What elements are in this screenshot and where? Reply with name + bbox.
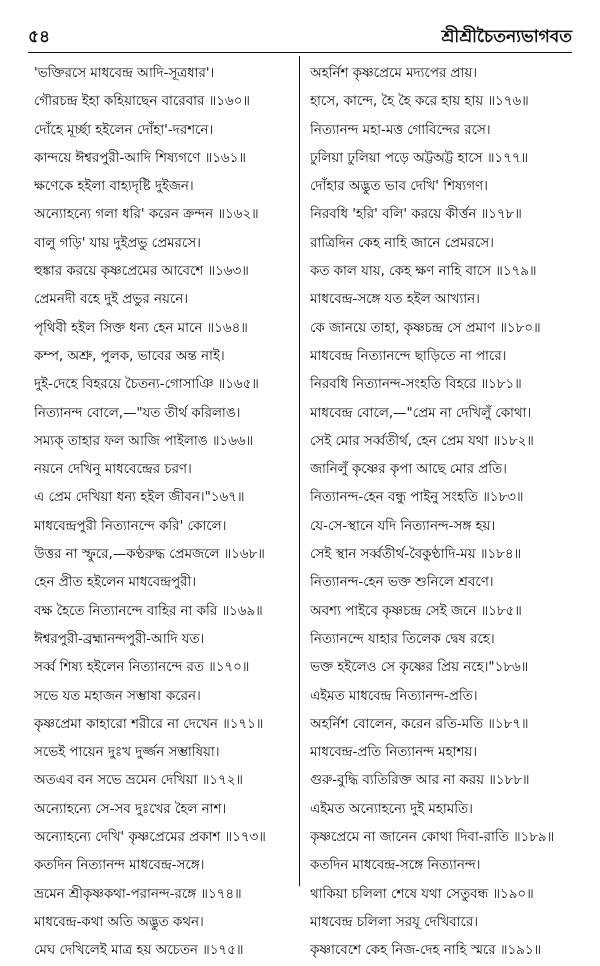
verse-line: কম্প, অশ্রু, পুলক, ভাবের অন্ত নাই।	[34, 348, 225, 364]
verse-line: নিত্যানন্দ-হেন ভক্ত শুনিলে শ্রবণে।	[310, 575, 494, 591]
column-divider	[299, 56, 300, 886]
verse-line: ক্ষণেকে হইলা বাহ্যদৃষ্টি দুইজন।	[34, 179, 194, 195]
verse-line: সম্যক্ তাহার ফল আজি পাইলাঙ ॥১৬৬॥	[34, 433, 254, 449]
verse-line: অতএব বন সভে ভ্রমেন দেখিয়া ॥১৭২॥	[34, 773, 243, 789]
verse-line: বালু গড়ি' যায় দুইপ্রভু প্রেমরসে।	[34, 235, 201, 251]
header-rule	[28, 52, 572, 53]
verse-line: সেই মোর সর্ব্বতীর্থ, হেন প্রেম যথা ॥১৮২॥	[310, 433, 534, 449]
verse-line: কৃষ্ণপ্রেমা কাহারো শরীরে না দেখেন ॥১৭১॥	[34, 716, 264, 732]
verse-line: কৃষ্ণপ্রেমে না জানেন কোথা দিবা-রাতি ॥১৮৯॥	[310, 830, 555, 846]
verse-line: বক্ষ হৈতে নিত্যানন্দে বাহির না করি ॥১৬৯॥	[34, 603, 263, 619]
verse-line: নয়নে দেখিনু মাধবেন্দ্রের চরণ।	[34, 462, 192, 478]
verse-line: 'ভক্তিরসে মাধবেন্দ্র আদি-সূত্রধার'।	[34, 66, 215, 81]
verse-line: এইমত মাধবেন্দ্র নিত্যানন্দ-প্রতি।	[310, 688, 478, 704]
verse-line: মাধবেন্দ্র বোলে,—"প্রেম না দেখিলুঁ কোথা।	[310, 405, 532, 421]
verse-line: নিত্যানন্দ বোলে,—"যত তীর্থ করিলাঙ।	[34, 405, 241, 421]
verse-line: অন্যোহন্যে গলা ধরি' করেন ক্রন্দন ॥১৬২॥	[34, 207, 259, 223]
verse-line: অন্যোহন্যে সে-সব দুঃখের হৈল নাশ।	[34, 801, 227, 817]
verse-line: উত্তর না স্ফুরে,—কণ্ঠরুদ্ধ প্রেমজলে ॥১৬৮॥	[34, 547, 265, 563]
verse-line: কান্দয়ে ঈশ্বরপুরী-আদি শিষ্যগণে ॥১৬১॥	[34, 150, 246, 166]
verse-line: কতদিন মাধবেন্দ্র-সঙ্গে নিত্যানন্দ।	[310, 858, 481, 874]
verse-line: মাধবেন্দ্র নিত্যানন্দে ছাড়িতে না পারে।	[310, 348, 507, 364]
verse-line: সভে যত মহাজন সম্ভাষা করেন।	[34, 688, 201, 704]
verse-line: মাধবেন্দ্র-কথা অতি অদ্ভুত কথন।	[34, 914, 204, 930]
verse-line: মাধবেন্দ্র-সঙ্গে যত হইল আখ্যান।	[310, 292, 480, 308]
verse-line: ঢুলিয়া ঢুলিয়া পড়ে অট্টঅট্ট হাসে ॥১৭৭॥	[310, 150, 529, 166]
page-number: ৫৪	[28, 27, 51, 47]
verse-line: সর্ব্ব শিষ্য হইলেন নিত্যানন্দে রত ॥১৭০॥	[34, 660, 250, 676]
verse-line: হাসে, কান্দে, হৈ হৈ করে হায় হায় ॥১৭৬॥	[310, 94, 529, 110]
verse-line: কে জানয়ে তাহা, কৃষ্ণচন্দ্র সে প্রমাণ ॥১৮০॥	[310, 320, 541, 336]
verse-line: মাধবেন্দ্র-প্রতি নিত্যানন্দ মহাশয়।	[310, 745, 478, 761]
verse-line: থাকিয়া চলিলা শেষে যথা সেতুবন্ধ ॥১৯০॥	[310, 886, 534, 902]
verse-line: কৃষ্ণাবেশে কেহ নিজ-দেহ নাহি স্মরে ॥১৯১॥	[310, 943, 542, 959]
verse-line: এইমত অন্যোহন্যে দুই মহামতি।	[310, 801, 473, 817]
verse-line: গৌরচন্দ্র ইহা কহিয়াছেন বারেবার ॥১৬০॥	[34, 94, 250, 110]
verse-line: হেন প্রীত হইলেন মাধবেন্দ্রপুরী।	[34, 575, 197, 591]
verse-line: কতদিন নিত্যানন্দ মাধবেন্দ্র-সঙ্গে।	[34, 858, 205, 874]
verse-line: মাধবেন্দ্র চলিলা সরযূ দেখিবারে।	[310, 914, 479, 930]
verse-line: প্রেমনদী বহে দুই প্রভুর নয়নে।	[34, 292, 188, 308]
verse-line: রাত্রিদিন কেহ নাহি জানে প্রেমরসে।	[310, 235, 494, 251]
verse-line: মেঘ দেখিলেই মাত্র হয় অচেতন ॥১৭৫॥	[34, 943, 244, 959]
verse-column-right	[310, 60, 572, 966]
verse-line: হুঙ্কার করয়ে কৃষ্ণপ্রেমের আবেশে ॥১৬৩॥	[34, 264, 249, 280]
verse-line: যে-সে-স্থানে যদি নিত্যানন্দ-সঙ্গ হয়।	[310, 518, 496, 534]
verse-line: ভক্ত হইলেও সে কৃষ্ণের প্রিয় নহে।"১৮৬॥	[310, 660, 529, 676]
verse-line: সভেই পায়েন দুঃখ দুর্জ্জন সম্ভাষিয়া।	[34, 745, 220, 761]
verse-line: মাধবেন্দ্রপুরী নিত্যানন্দে করি' কোলে।	[34, 518, 227, 534]
verse-line: অহর্নিশ কৃষ্ণপ্রেমে মদ্যপের প্রায়।	[310, 66, 478, 81]
page-header	[28, 22, 572, 52]
verse-line: ঈশ্বরপুরী-ব্রহ্মানন্দপুরী-আদি যত।	[34, 631, 205, 647]
verse-line: অহর্নিশ বোলেন, করেন রতি-মতি ॥১৮৭॥	[310, 716, 529, 732]
verse-line: দুই-দেহে বিহরয়ে চৈতন্য-গোসাঞি ॥১৬৫॥	[34, 377, 259, 393]
verse-line: নিরবধি নিত্যানন্দ-সংহতি বিহরে ॥১৮১॥	[310, 377, 522, 393]
verse-line: নিত্যানন্দে যাহার তিলেক দ্বেষ রহে।	[310, 631, 495, 647]
verse-line: অন্যোহন্যে দেখি' কৃষ্ণপ্রেমের প্রকাশ ॥১৭৩॥	[34, 830, 266, 846]
verse-line: নিরবধি 'হরি' বলি' করয়ে কীর্ত্তন ॥১৭৮॥	[310, 207, 522, 223]
verse-line: দোঁহে মূর্চ্ছা হইলেন দোঁহা'-দরশনে।	[34, 122, 214, 138]
verse-line: জানিলুঁ কৃষ্ণের কৃপা আছে মোর প্রতি।	[310, 462, 507, 478]
verse-column-left	[34, 60, 296, 966]
verse-line: নিত্যানন্দ মহা-মত্ত গোবিন্দের রসে।	[310, 122, 491, 138]
verse-line: দোঁহার অদ্ভুত ভাব দেখি' শিষ্যগণ।	[310, 179, 488, 195]
verse-line: পৃথিবী হইল সিক্ত ধন্য হেন মানে ॥১৬৪॥	[34, 320, 248, 336]
verse-line: অবশ্য পাইবে কৃষ্ণচন্দ্র সেই জনে ॥১৮৫॥	[310, 603, 522, 619]
verse-line: ভ্রমেন শ্রীকৃষ্ণকথা-পরানন্দ-রঙ্গে ॥১৭৪॥	[34, 886, 242, 902]
verse-line: কত কাল যায়, কেহ ক্ষণ নাহি বাসে ॥১৭৯॥	[310, 264, 537, 280]
verse-line: এ প্রেম দেখিয়া ধন্য হইল জীবন।"১৬৭॥	[34, 490, 245, 506]
verse-line: গুরু-বুদ্ধি ব্যতিরিক্ত আর না করয় ॥১৮৮॥	[310, 773, 530, 789]
verse-line: সেই স্থান সর্ব্বতীর্থ-বৈকুণ্ঠাদি-ময় ॥১৮৪॥	[310, 547, 522, 563]
running-title: শ্রীশ্রীচৈতন্যভাগবত	[441, 27, 572, 47]
verse-line: নিত্যানন্দ-হেন বন্ধু পাইনু সংহতি ॥১৮৩॥	[310, 490, 524, 506]
